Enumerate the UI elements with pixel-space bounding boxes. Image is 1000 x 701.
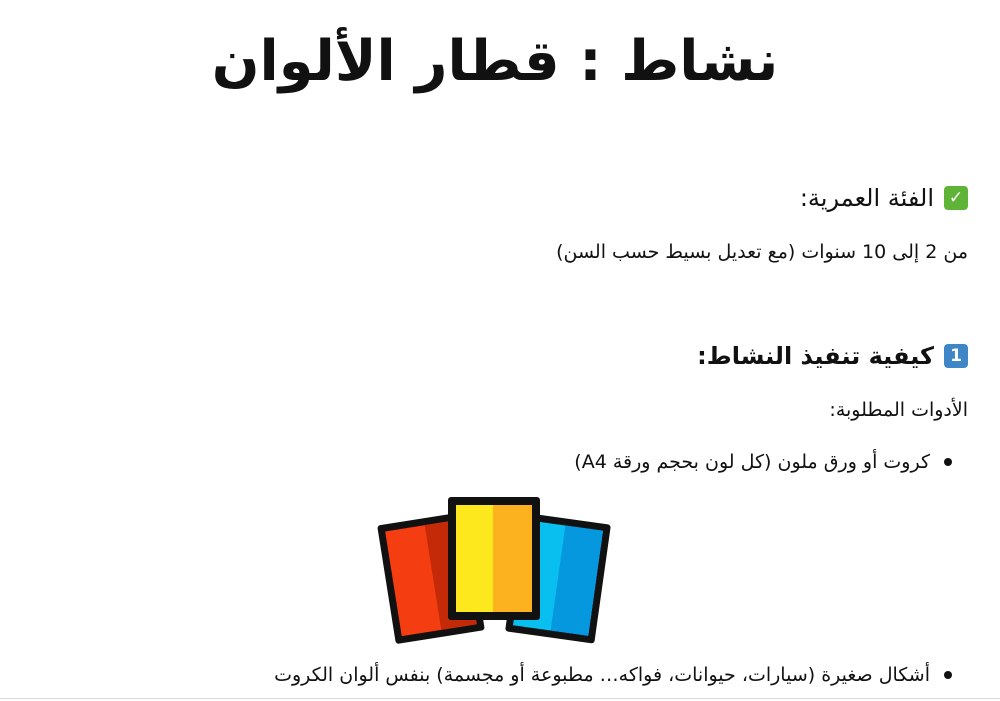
list-item-text: أشكال صغيرة (سيارات، حيوانات، فواكه… مطبوعة أو مجسمة) بنفس ألوان الكروت [274,664,930,686]
age-group-heading-text: الفئة العمرية: [799,184,934,212]
how-to-heading [697,340,968,372]
bullet-icon [944,671,952,679]
tools-label: الأدوات المطلوبة: [829,399,968,421]
how-to-heading-text: كيفية تنفيذ النشاط: [697,342,934,370]
check-mark-button-icon: ✓ [944,186,968,210]
list-item [574,448,952,476]
colored-cards-icon [372,490,616,646]
age-group-heading [800,182,968,214]
list-item-text: كروت أو ورق ملون (كل لون بحجم ورقة A4) [574,451,930,473]
bullet-icon [944,458,952,466]
keycap-one-icon: 1 [944,344,968,368]
page-title: نشاط : قطار الألوان [211,29,779,94]
list-item [274,661,952,689]
page-bottom-divider [0,698,1000,699]
yellow-card [448,497,540,620]
age-group-description: من 2 إلى 10 سنوات (مع تعديل بسيط حسب السن) [556,241,968,263]
